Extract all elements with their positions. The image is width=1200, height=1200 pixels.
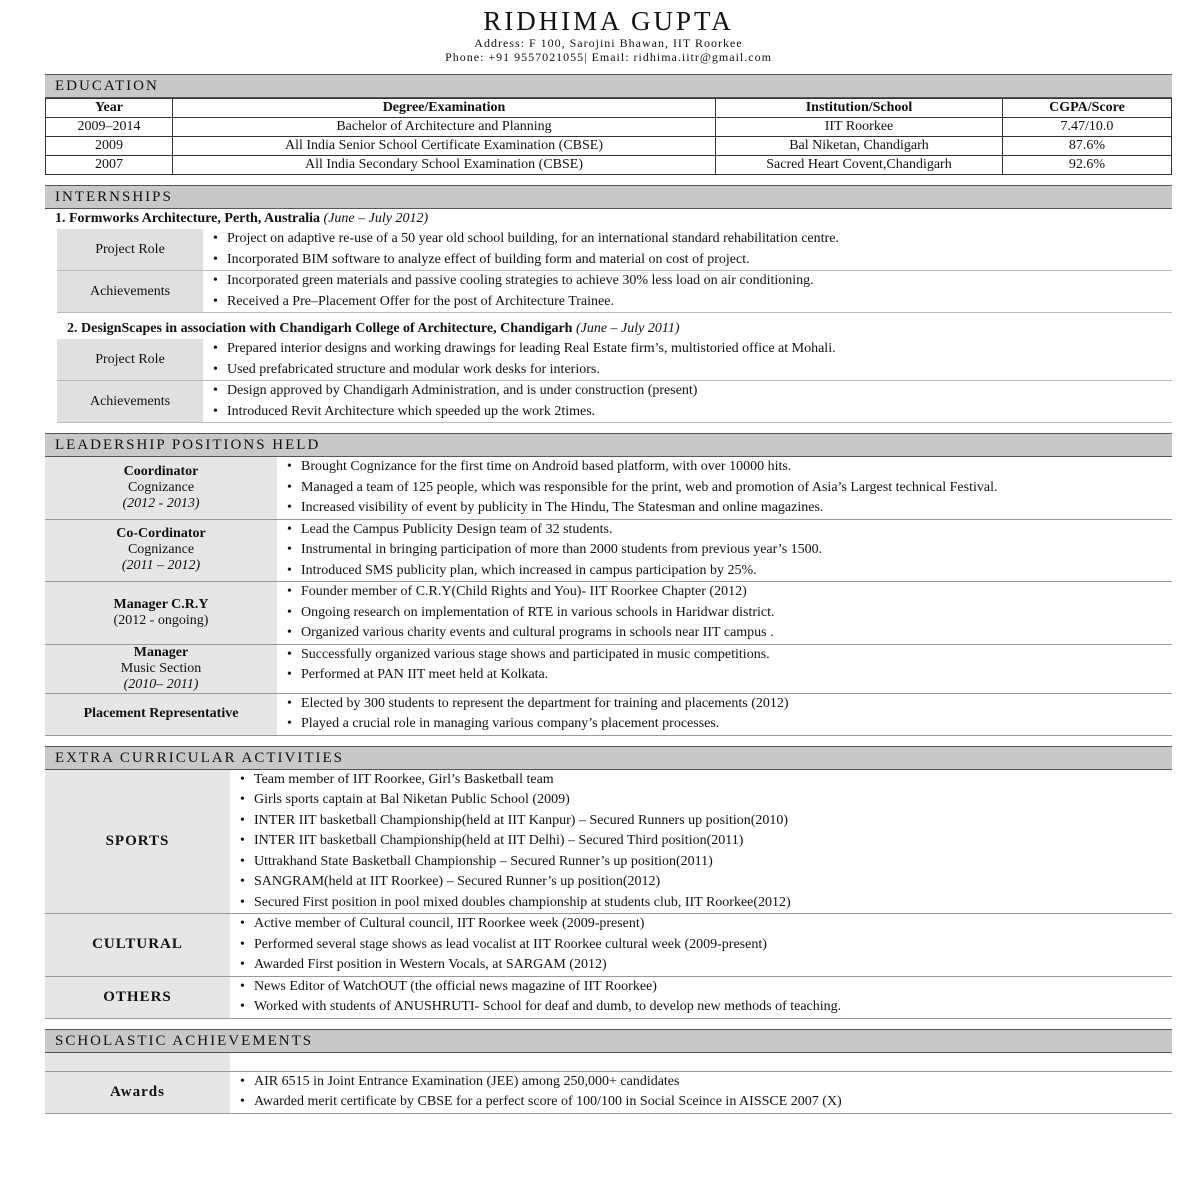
list-item: • Lead the Campus Publicity Design team of 32 students. — [285, 520, 1172, 541]
table-cell: 2007 — [46, 156, 173, 175]
table-cell: 2009–2014 — [46, 118, 173, 137]
activity-row — [45, 914, 1172, 977]
achievements-label: Achievements — [57, 271, 203, 312]
table-cell: All India Senior School Certificate Examination (CBSE) — [173, 137, 716, 156]
list-item: • Instrumental in bringing participation of more than 2000 students from previous year’s 1500. — [285, 540, 1172, 561]
activity-label: SPORTS — [45, 770, 230, 914]
list-item: • Introduced SMS publicity plan, which increased in campus participation by 25%. — [285, 561, 1172, 582]
list-item: • Active member of Cultural council, IIT Roorkee week (2009-present) — [238, 914, 1172, 935]
spacer-cell — [230, 1053, 1172, 1071]
list-item: • Awarded First position in Western Vocals, at SARGAM (2012) — [238, 955, 1172, 976]
list-item: • Incorporated green materials and passive cooling strategies to achieve 30% less load on air conditioning. — [211, 271, 1172, 292]
internship-achievements-row — [57, 271, 1172, 313]
scholastic-spacer-row — [45, 1053, 1172, 1072]
list-item: • Performed at PAN IIT meet held at Kolkata. — [285, 665, 1172, 686]
leadership-heading: LEADERSHIP POSITIONS HELD — [45, 433, 1172, 457]
position-label — [45, 457, 277, 519]
list-item: • Performed several stage shows as lead vocalist at IIT Roorkee cultural week (2009-present) — [238, 935, 1172, 956]
table-cell: 2009 — [46, 137, 173, 156]
internship-dates: (June – July 2011) — [575, 321, 680, 336]
list-item: • News Editor of WatchOUT (the official news magazine of IIT Roorkee) — [238, 977, 1172, 998]
position-org: Cognizance — [127, 479, 195, 495]
list-item: • Worked with students of ANUSHRUTI- School for deaf and dumb, to develop new methods of teaching. — [238, 997, 1172, 1018]
list-item: • Prepared interior designs and working drawings for leading Real Estate firm’s, multistoried office at Mohali. — [211, 339, 1172, 360]
internship-role-row — [57, 339, 1172, 381]
position-role: Co-Cordinator — [116, 526, 206, 542]
list-item: • Elected by 300 students to represent the department for training and placements (2012) — [285, 694, 1172, 715]
list-item: • Secured First position in pool mixed doubles championship at students club, IIT Roorkee(2012) — [238, 893, 1172, 914]
leadership-row — [45, 694, 1172, 736]
internship-role-row — [57, 229, 1172, 271]
leadership-row — [45, 645, 1172, 694]
list-item: • Ongoing research on implementation of RTE in various schools in Haridwar district. — [285, 603, 1172, 624]
table-cell: All India Secondary School Examination (CBSE) — [173, 156, 716, 175]
position-role: Placement Representative — [83, 706, 239, 721]
list-item: • Organized various charity events and cultural programs in schools near IIT campus . — [285, 623, 1172, 644]
role-label: Project Role — [57, 229, 203, 270]
table-row — [46, 118, 1172, 137]
position-period: (2012 - ongoing) — [113, 612, 209, 628]
leadership-row — [45, 520, 1172, 583]
table-cell: Bal Niketan, Chandigarh — [716, 137, 1003, 156]
education-table — [45, 98, 1172, 175]
extracurricular-heading: EXTRA CURRICULAR ACTIVITIES — [45, 746, 1172, 770]
address-line: Address: F 100, Sarojini Bhawan, IIT Roorkee — [474, 36, 743, 50]
spacer-cell — [45, 1053, 230, 1071]
scholastic-row — [45, 1072, 1172, 1114]
internship-title — [45, 209, 1172, 229]
list-item: • Used prefabricated structure and modular work desks for interiors. — [211, 360, 1172, 381]
list-item: • Played a crucial role in managing various company’s placement processes. — [285, 714, 1172, 735]
achievements-label: Achievements — [57, 381, 203, 422]
list-item: • INTER IIT basketball Championship(held at IIT Delhi) – Secured Third position(2011) — [238, 831, 1172, 852]
education-header-row — [46, 99, 1172, 118]
list-item: • Girls sports captain at Bal Niketan Public School (2009) — [238, 790, 1172, 811]
position-label — [45, 645, 277, 693]
position-org: Cognizance — [127, 542, 195, 558]
scholastic-heading: SCHOLASTIC ACHIEVEMENTS — [45, 1029, 1172, 1053]
activity-row — [45, 770, 1172, 915]
list-item: • Incorporated BIM software to analyze effect of building form and material on cost of project. — [211, 250, 1172, 271]
resume-page — [45, 0, 1172, 1114]
position-role: Manager C.R.Y — [113, 596, 209, 612]
col-year: Year — [46, 99, 173, 118]
col-institution: Institution/School — [716, 99, 1003, 118]
awards-label: Awards — [45, 1072, 230, 1113]
col-degree: Degree/Examination — [173, 99, 716, 118]
internship-name: 1. Formworks Architecture, Perth, Australia — [55, 211, 321, 226]
position-label — [45, 694, 277, 735]
list-item: • Managed a team of 125 people, which was responsible for the print, web and promotion of Asia’s Largest technical Festival. — [285, 478, 1172, 499]
list-item: • Increased visibility of event by publicity in The Hindu, The Statesman and online magazines. — [285, 498, 1172, 519]
leadership-row — [45, 582, 1172, 645]
list-item: • Introduced Revit Architecture which speeded up the work 2times. — [211, 402, 1172, 423]
position-role: Coordinator — [123, 463, 199, 479]
table-cell: Sacred Heart Covent,Chandigarh — [716, 156, 1003, 175]
list-item: • Successfully organized various stage shows and participated in music competitions. — [285, 645, 1172, 666]
list-item: • Brought Cognizance for the first time on Android based platform, with over 10000 hits. — [285, 457, 1172, 478]
position-period: (2011 – 2012) — [121, 558, 201, 574]
list-item: • AIR 6515 in Joint Entrance Examination (JEE) among 250,000+ candidates — [238, 1072, 1172, 1093]
col-score: CGPA/Score — [1003, 99, 1172, 118]
position-role: Manager — [133, 644, 189, 660]
table-cell: 7.47/10.0 — [1003, 118, 1172, 137]
list-item: • Awarded merit certificate by CBSE for a perfect score of 100/100 in Social Sceince in AISSCE 2007 (X) — [238, 1092, 1172, 1113]
leadership-row — [45, 457, 1172, 520]
activity-label: OTHERS — [45, 977, 230, 1018]
activity-row — [45, 977, 1172, 1019]
list-item: • Received a Pre–Placement Offer for the post of Architecture Trainee. — [211, 292, 1172, 313]
resume-header — [45, 0, 1172, 64]
list-item: • Team member of IIT Roorkee, Girl’s Basketball team — [238, 770, 1172, 791]
activity-label: CULTURAL — [45, 914, 230, 976]
candidate-name: RIDHIMA GUPTA — [483, 6, 734, 36]
position-period: (2010– 2011) — [123, 676, 199, 692]
contact-line: Phone: +91 9557021055| Email: ridhima.iitr@gmail.com — [445, 50, 772, 64]
position-label — [45, 520, 277, 582]
position-label — [45, 582, 277, 644]
list-item: • Design approved by Chandigarh Administration, and is under construction (present) — [211, 381, 1172, 402]
table-cell: 92.6% — [1003, 156, 1172, 175]
list-item: • SANGRAM(held at IIT Roorkee) – Secured Runner’s up position(2012) — [238, 872, 1172, 893]
internship-name: 2. DesignScapes in association with Chandigarh College of Architecture, Chandigarh — [67, 321, 573, 336]
position-org: Music Section — [120, 660, 202, 676]
list-item: • Project on adaptive re-use of a 50 year old school building, for an international standard rehabilitation centre. — [211, 229, 1172, 250]
table-cell: Bachelor of Architecture and Planning — [173, 118, 716, 137]
internship-title — [45, 319, 1172, 339]
table-cell: IIT Roorkee — [716, 118, 1003, 137]
internship-dates: (June – July 2012) — [323, 211, 429, 226]
position-period: (2012 - 2013) — [122, 495, 200, 511]
list-item: • Uttrakhand State Basketball Championship – Secured Runner’s up position(2011) — [238, 852, 1172, 873]
internships-heading: INTERNSHIPS — [45, 185, 1172, 209]
education-heading: EDUCATION — [45, 74, 1172, 98]
table-cell: 87.6% — [1003, 137, 1172, 156]
list-item: • Founder member of C.R.Y(Child Rights and You)- IIT Roorkee Chapter (2012) — [285, 582, 1172, 603]
table-row — [46, 137, 1172, 156]
internship-achievements-row — [57, 381, 1172, 423]
list-item: • INTER IIT basketball Championship(held at IIT Kanpur) – Secured Runners up position(2010) — [238, 811, 1172, 832]
role-label: Project Role — [57, 339, 203, 380]
table-row — [46, 156, 1172, 175]
